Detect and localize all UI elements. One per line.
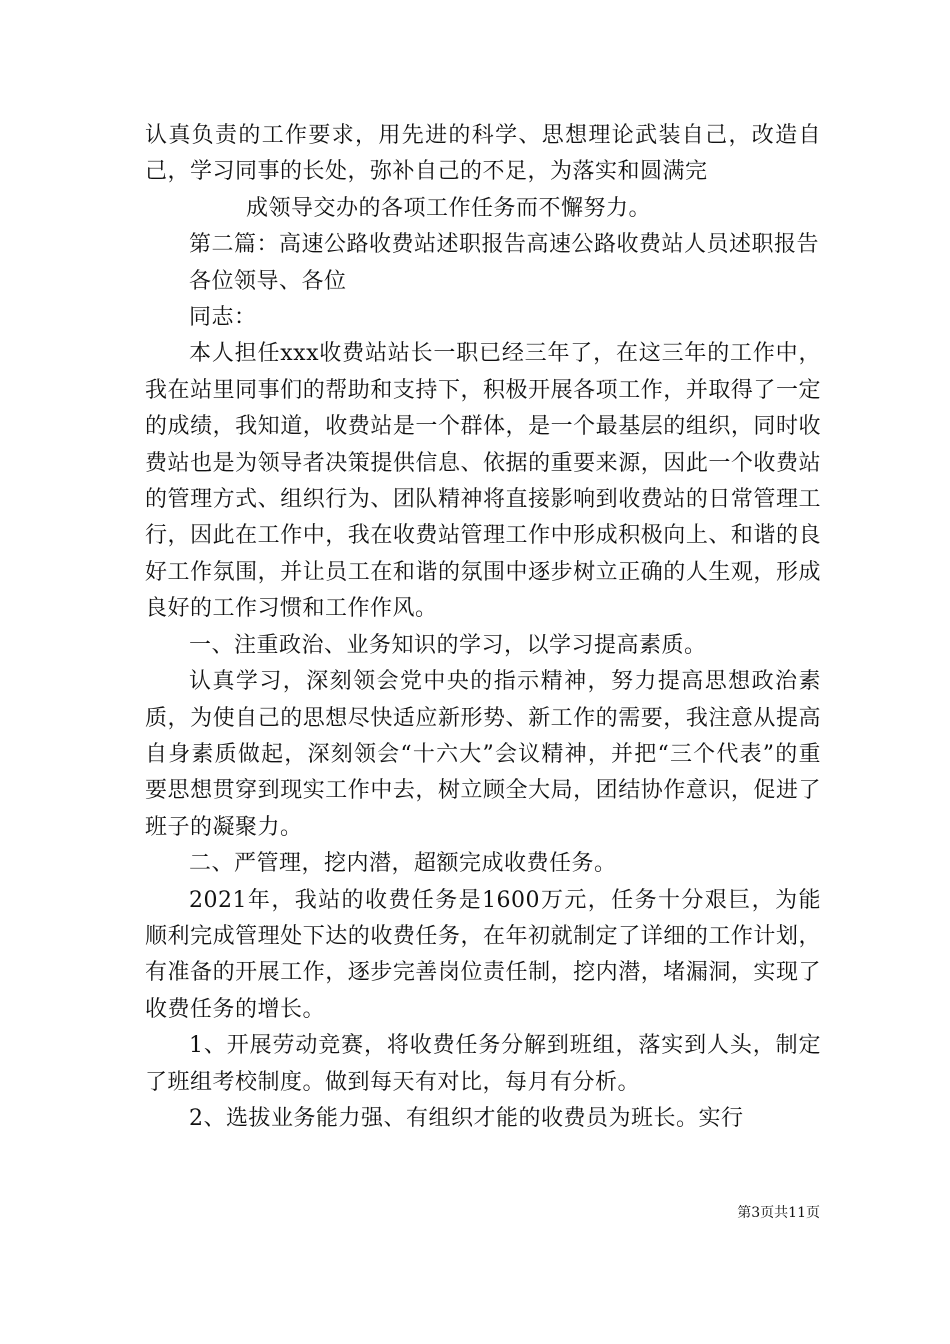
paragraph: 认真学习，深刻领会党中央的指示精神，努力提高思想政治素质，为使自己的思想尽快适应新形势、新工作的需要，我注意从提高自身素质做起，深刻领会“十六大”会议精神，并把“三个代表”的重要思想贯穿到现实工作中去，树立顾全大局，团结协作意识，促进了班子的凝聚力。 bbox=[145, 669, 821, 840]
paragraph: 本人担任xxx收费站站长一职已经三年了，在这三年的工作中，我在站里同事们的帮助和支持下，积极开展各项工作，并取得了一定的成绩，我知道，收费站是一个群体，是一个最基层的组织，同时收费站也是为领导者决策提供信息、依据的重要来源，因此一个收费站的管理方式、组织行为、团队精神将直接影响到收费站的日常管理工行，因此在工作中，我在收费站管理工作中形成积极向上、和谐的良好工作氛围，并让员工在和谐的氛围中逐步树立正确的人生观，形成良好的工作习惯和工作作风。 bbox=[145, 341, 821, 622]
salutation-line: 各位领导、各位 bbox=[189, 268, 347, 294]
section-heading: 第二篇：高速公路收费站述职报告高速公路收费站人员述职报告 bbox=[189, 232, 820, 258]
salutation-line: 同志： bbox=[189, 305, 257, 331]
list-item: 1、开展劳动竞赛，将收费任务分解到班组，落实到人头，制定了班组考校制度。做到每天有对比，每月有分析。 bbox=[145, 1033, 821, 1095]
paragraph: 成领导交办的各项工作任务而不懈努力。 bbox=[246, 195, 652, 221]
paragraph: 2021年，我站的收费任务是1600万元，任务十分艰巨，为能顺利完成管理处下达的收费任务，在年初就制定了详细的工作计划，有准备的开展工作，逐步完善岗位责任制，挖内潜，堵漏洞，实现了收费任务的增长。 bbox=[145, 887, 821, 1022]
page-number: 第3页共11页 bbox=[737, 1205, 820, 1221]
subheading: 一、注重政治、业务知识的学习，以学习提高素质。 bbox=[189, 632, 707, 658]
subheading: 二、严管理，挖内潜，超额完成收费任务。 bbox=[189, 851, 617, 877]
document-body bbox=[145, 118, 821, 1137]
paragraph: 认真负责的工作要求，用先进的科学、思想理论武装自己，改造自己，学习同事的长处，弥补自己的不足，为落实和圆满完 bbox=[145, 123, 821, 185]
list-item: 2、选拔业务能力强、有组织才能的收费员为班长。实行 bbox=[189, 1105, 744, 1131]
